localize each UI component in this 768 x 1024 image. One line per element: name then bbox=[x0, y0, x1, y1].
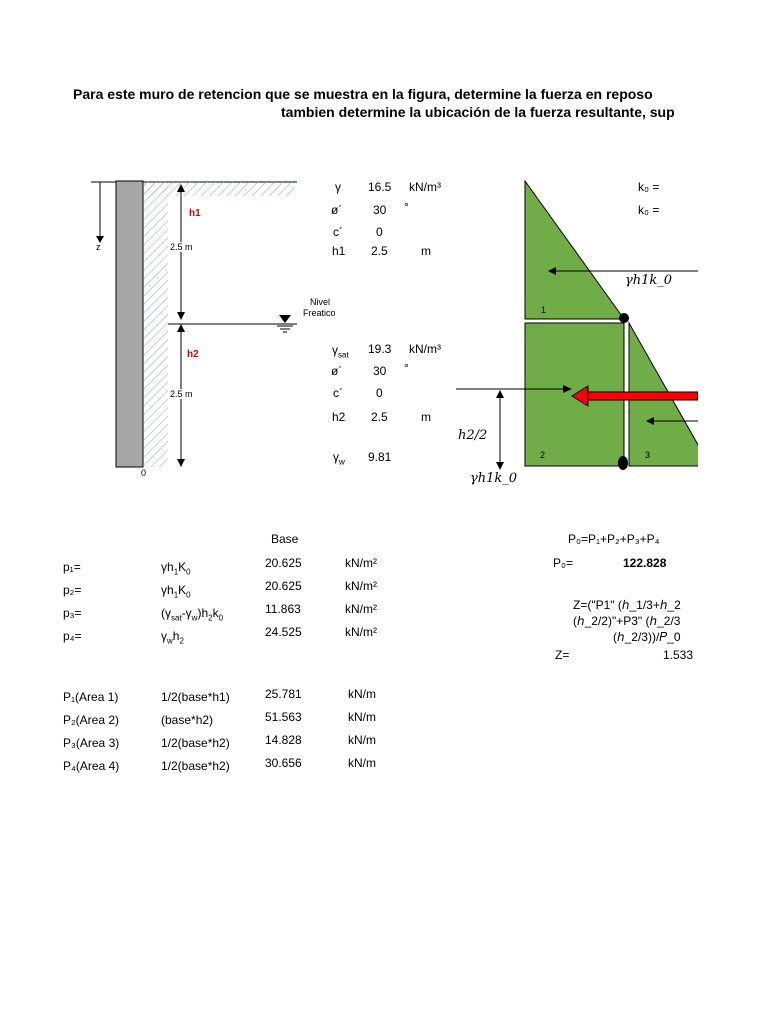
P4-formula: 1/2(base*h2) bbox=[161, 759, 230, 773]
z-formula-line2: (ℎ_2/2)"+P3" (ℎ_2/3 bbox=[573, 614, 681, 628]
p3-label: p₃= bbox=[63, 606, 82, 620]
P1-unit: kN/m bbox=[348, 687, 376, 701]
P1-value: 25.781 bbox=[265, 687, 302, 701]
pressure-area-1 bbox=[525, 181, 624, 319]
p1-label: p₁= bbox=[63, 560, 81, 574]
p1-unit: kN/m² bbox=[345, 556, 377, 570]
prop-phi2-unit: ° bbox=[404, 361, 409, 375]
prop-gamma-unit: kN/m³ bbox=[409, 180, 441, 194]
z-formula-line1: Z=("P1" (ℎ_1/3+ℎ_2 bbox=[573, 598, 681, 612]
h2-dimension: 2.5 m bbox=[170, 389, 193, 399]
p4-value: 24.525 bbox=[265, 625, 302, 639]
P4-unit: kN/m bbox=[348, 756, 376, 770]
P2-value: 51.563 bbox=[265, 710, 302, 724]
wall-base-zero: 0 bbox=[141, 468, 147, 478]
p3-formula: $(\gamma_{sat}-\gamma_w)h_2k_0$ bbox=[161, 606, 224, 623]
prop-phi2-symbol: ø´ bbox=[331, 364, 343, 378]
soil-hatch-top bbox=[144, 182, 294, 196]
P4-label: P₄(Area 4) bbox=[63, 759, 120, 773]
p2-formula: $\gamma h_1K_0$ bbox=[161, 583, 191, 600]
retaining-wall bbox=[116, 181, 143, 467]
P2-label: P₂(Area 2) bbox=[63, 713, 120, 727]
h1-label: h1 bbox=[189, 208, 201, 219]
prop-c1-symbol: c´ bbox=[333, 225, 343, 239]
prop-h2-value: 2.5 bbox=[371, 410, 388, 424]
p3-unit: kN/m² bbox=[345, 602, 377, 616]
prop-gamma-sat-symbol: $\gamma_{sat}$ bbox=[332, 343, 349, 360]
prop-phi2-value: 30 bbox=[373, 364, 387, 378]
prop-h1-symbol: h1 bbox=[332, 244, 346, 258]
prop-phi1-symbol: ø´ bbox=[331, 203, 343, 217]
h1-dimension: 2.5 m bbox=[170, 242, 193, 252]
h2-label: h2 bbox=[187, 349, 199, 360]
prop-h2-unit: m bbox=[421, 410, 431, 424]
P3-unit: kN/m bbox=[348, 733, 376, 747]
P1-label: P₁(Area 1) bbox=[63, 690, 119, 704]
prop-h2-symbol: h2 bbox=[332, 410, 346, 424]
area-1-label: 1 bbox=[541, 305, 547, 315]
p3-value: 11.863 bbox=[265, 602, 301, 616]
prop-gamma-sat-unit: kN/m³ bbox=[409, 342, 441, 356]
p2-label: p₂= bbox=[63, 583, 82, 597]
P1-formula: 1/2(base*h1) bbox=[161, 690, 230, 704]
prop-c2-symbol: c´ bbox=[333, 386, 343, 400]
po-value: 122.828 bbox=[623, 556, 667, 570]
area-2-label: 2 bbox=[540, 450, 546, 460]
pressure-label-top: 𝛾ℎ1𝑘_0 bbox=[625, 273, 673, 288]
P2-unit: kN/m bbox=[348, 710, 376, 724]
freatico-label: Freatico bbox=[303, 308, 336, 318]
base-header: Base bbox=[271, 532, 299, 546]
soil-hatch-vertical bbox=[144, 182, 168, 467]
p1-value: 20.625 bbox=[265, 556, 302, 570]
p2-unit: kN/m² bbox=[345, 579, 377, 593]
water-table-symbol bbox=[279, 315, 291, 323]
z-axis-label: z bbox=[96, 242, 101, 252]
P2-formula: (base*h2) bbox=[161, 713, 214, 727]
prop-phi1-unit: ° bbox=[404, 200, 409, 214]
z-label: Z= bbox=[555, 648, 570, 662]
prop-h1-value: 2.5 bbox=[371, 244, 388, 258]
area-3-label: 3 bbox=[645, 450, 651, 460]
k0-label-b: k₀ = bbox=[638, 203, 660, 217]
P3-formula: 1/2(base*h2) bbox=[161, 736, 230, 750]
prop-phi1-value: 30 bbox=[373, 203, 387, 217]
z-formula-line3: (ℎ_2/3))/𝑃_0 bbox=[613, 630, 681, 644]
z-value: 1.533 bbox=[663, 648, 694, 662]
P4-value: 30.656 bbox=[265, 756, 302, 770]
retaining-wall-figure bbox=[85, 176, 325, 481]
p4-formula: $\gamma_wh_2$ bbox=[161, 629, 184, 646]
P3-value: 14.828 bbox=[265, 733, 302, 747]
h2-half-label: ℎ2/2 bbox=[458, 428, 488, 443]
prop-gamma-w-value: 9.81 bbox=[368, 450, 392, 464]
po-label: P₀= bbox=[553, 556, 573, 570]
k0-label-a: k₀ = bbox=[638, 180, 660, 194]
p4-label: p₄= bbox=[63, 629, 82, 643]
po-formula: P₀=P₁+P₂+P₃+P₄ bbox=[568, 532, 660, 546]
prop-c1-value: 0 bbox=[376, 225, 383, 239]
problem-title-line2: tambien determine la ubicación de la fuerza resultante, sup bbox=[281, 104, 675, 120]
P3-label: P₃(Area 3) bbox=[63, 736, 120, 750]
prop-gamma-sat-value: 19.3 bbox=[368, 342, 392, 356]
prop-gamma-symbol: γ bbox=[335, 180, 341, 194]
pressure-label-bottom: 𝛾ℎ1𝑘_0 bbox=[470, 471, 518, 486]
p1-formula: $\gamma h_1K_0$ bbox=[161, 560, 191, 577]
prop-gamma-w-symbol: $\gamma_w$ bbox=[333, 450, 345, 467]
problem-title-line1: Para este muro de retencion que se muestra en la figura, determine la fuerza en reposo bbox=[73, 86, 653, 102]
prop-c2-value: 0 bbox=[376, 386, 383, 400]
nivel-label: Nivel bbox=[310, 297, 331, 307]
prop-gamma-value: 16.5 bbox=[368, 180, 392, 194]
p4-unit: kN/m² bbox=[345, 625, 377, 639]
p2-value: 20.625 bbox=[265, 579, 302, 593]
resultant-force-arrow bbox=[586, 392, 698, 400]
prop-h1-unit: m bbox=[421, 244, 431, 258]
